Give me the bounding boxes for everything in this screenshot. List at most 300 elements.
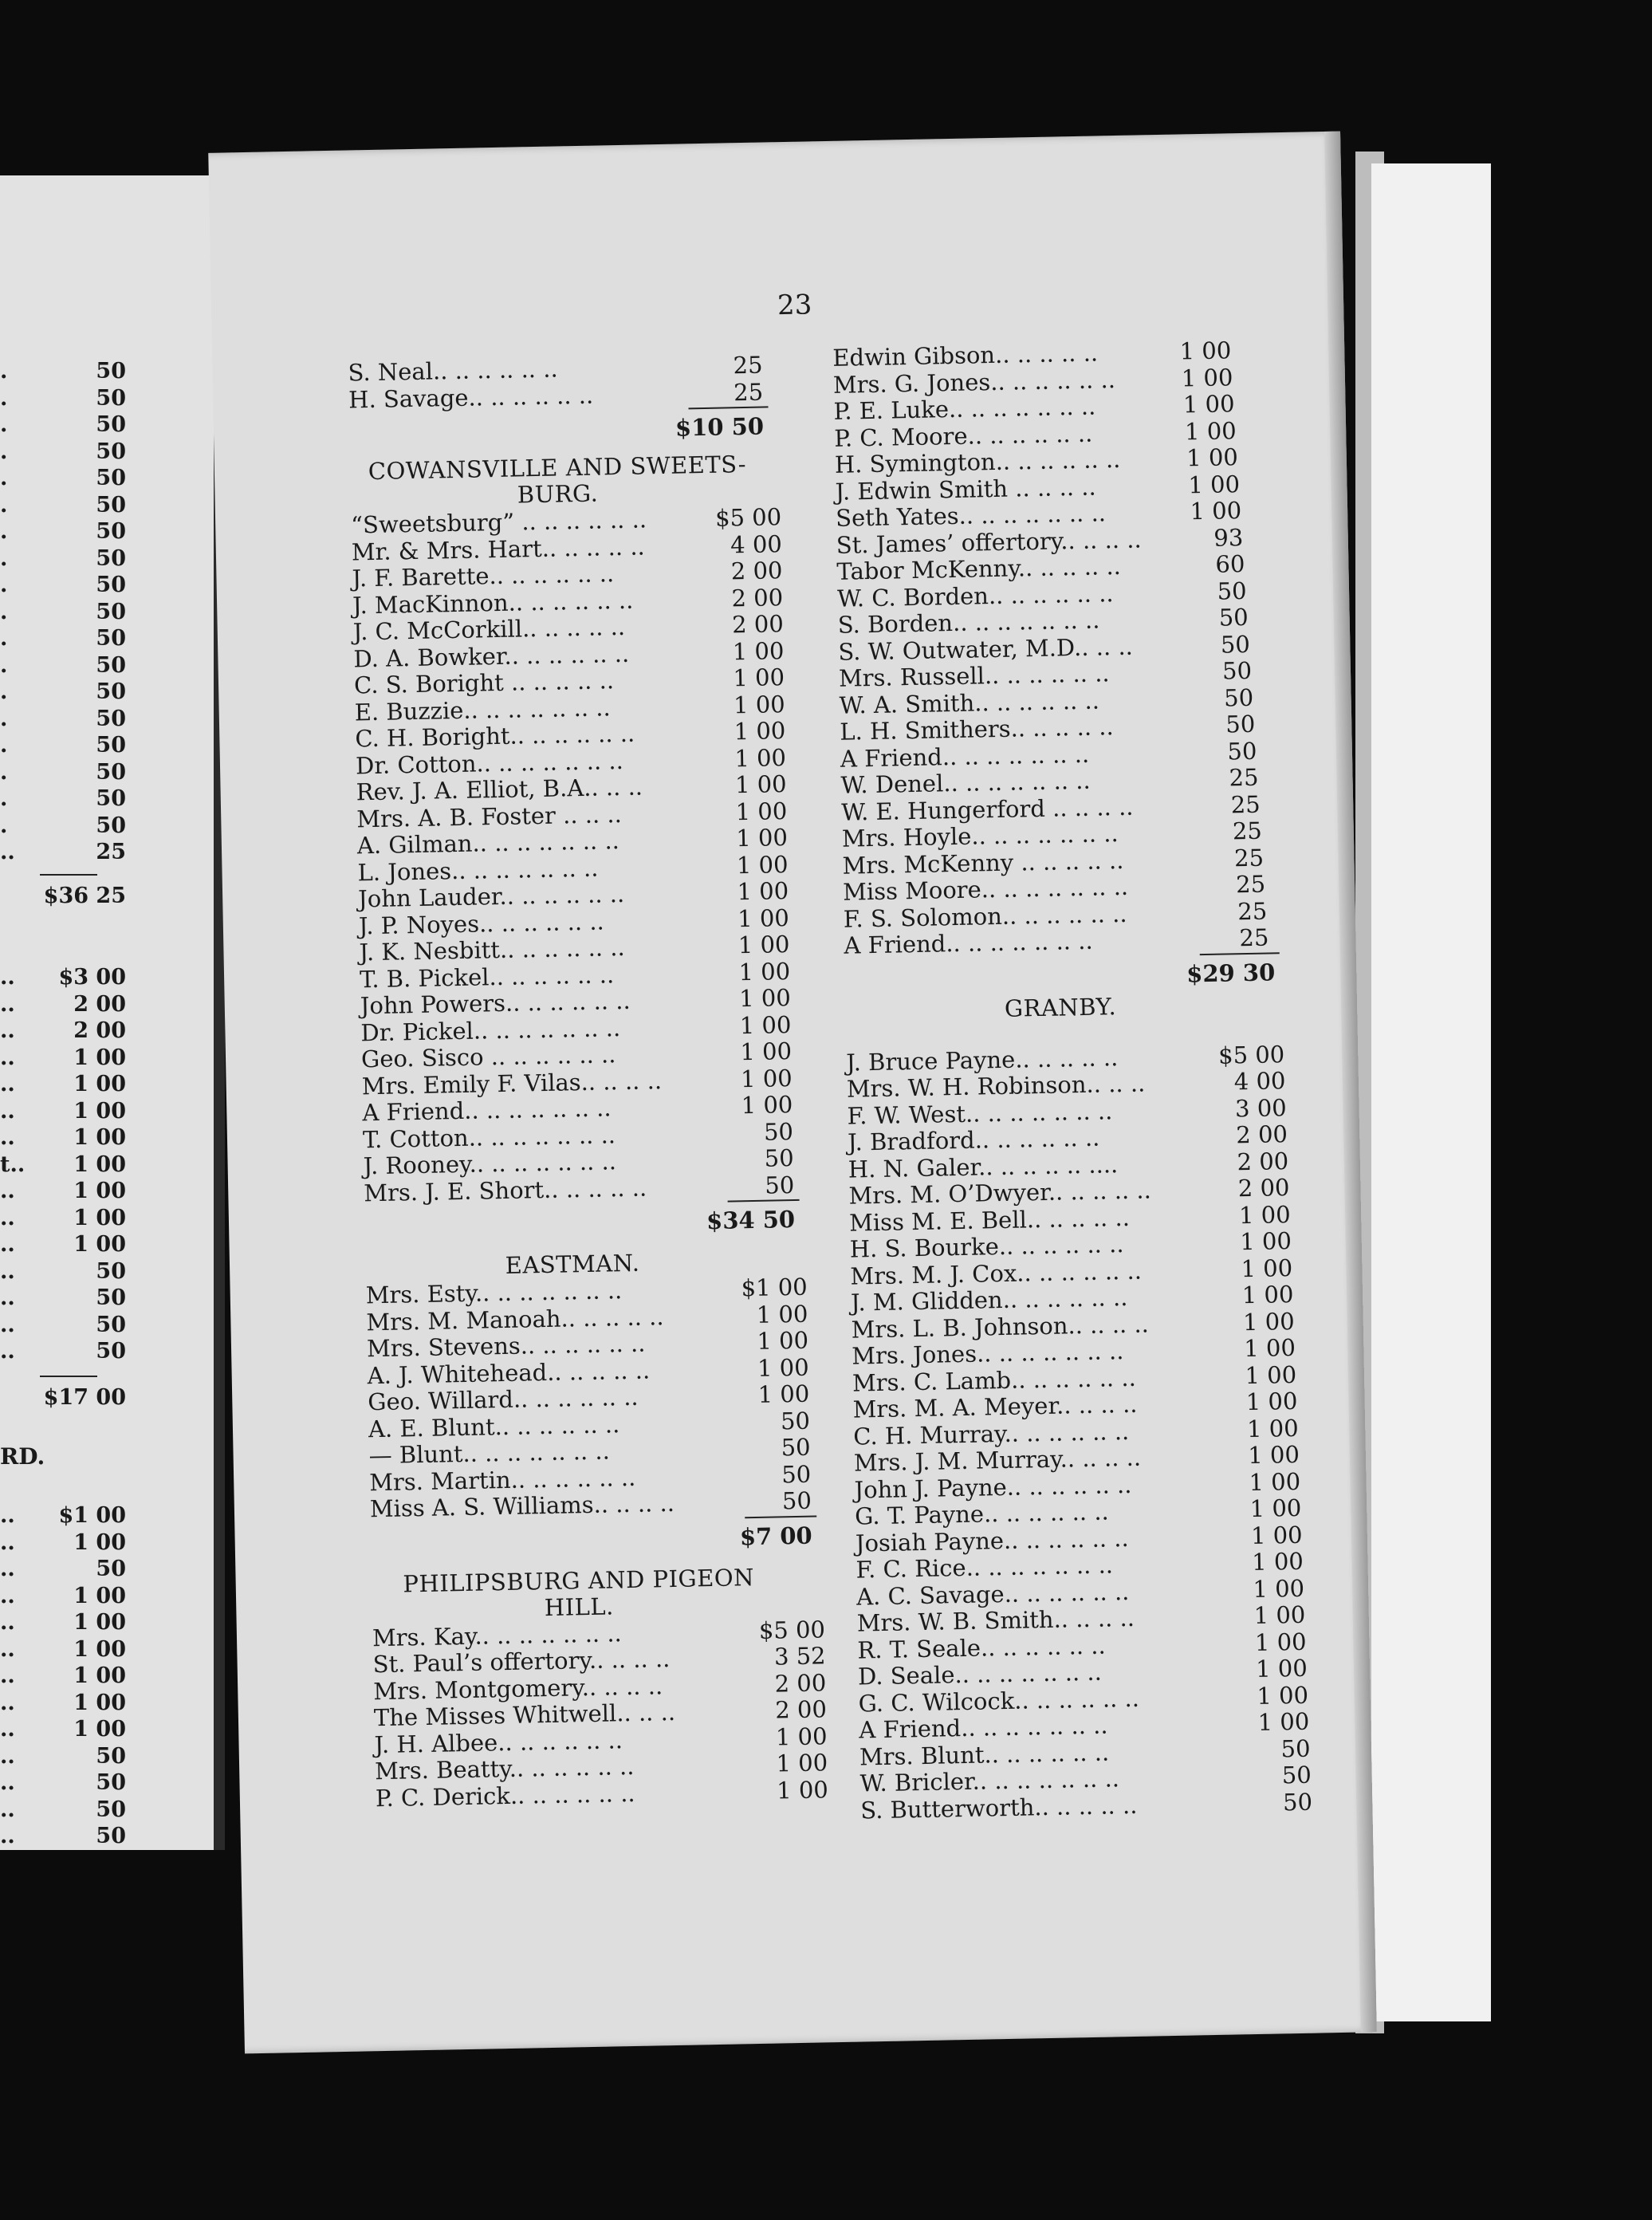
entry-amount: 2 00 [73, 991, 126, 1017]
entry-name: J. H. Albee.. .. .. .. .. .. [374, 1726, 623, 1758]
entry-name: L. H. Smithers.. .. .. .. .. [840, 713, 1114, 746]
entry-name: A. Gilman.. .. .. .. .. .. .. [356, 827, 620, 860]
entry-amount: 50 [96, 519, 126, 544]
entry-name: Mr. & Mrs. Hart.. .. .. .. .. [351, 532, 646, 565]
entry-name: Mrs. McKenny .. .. .. .. .. [842, 846, 1124, 880]
entry-name: . [0, 759, 8, 785]
entry-name: . [0, 786, 8, 811]
total-row [844, 951, 1276, 994]
entry-name: . [0, 599, 8, 624]
entry-amount: 2 00 [1237, 1147, 1289, 1175]
entry-name: .. [0, 1232, 15, 1257]
entry-name: . [0, 573, 8, 597]
entry-amount: 50 [780, 1407, 811, 1435]
entry-name: .. [0, 1018, 15, 1043]
list-item [0, 1125, 214, 1152]
entry-name: .. [0, 1717, 15, 1742]
list-item [0, 1232, 214, 1259]
entry-name: .. [0, 1179, 15, 1203]
list-item [0, 1503, 214, 1530]
section-heading: GRANBY. [1004, 992, 1117, 1022]
list-item [0, 1045, 214, 1073]
entry-amount: 2 00 [774, 1695, 828, 1724]
entry-amount: 1 00 [1241, 1280, 1294, 1309]
entry-name: F. C. Rice.. .. .. .. .. .. .. [856, 1551, 1114, 1584]
entry-amount: 1 00 [73, 1179, 126, 1203]
list-item [0, 760, 214, 787]
total-rule [1200, 952, 1280, 955]
entry-amount: 3 52 [773, 1642, 826, 1671]
entry-amount: 1 00 [73, 1098, 126, 1124]
section-heading: COWANSVILLE AND SWEETS- [368, 450, 747, 486]
entry-amount: 50 [1280, 1734, 1311, 1762]
entry-name: F. S. Solomon.. .. .. .. .. .. [843, 899, 1127, 933]
entry-name: — Blunt.. .. .. .. .. .. .. [368, 1437, 611, 1470]
list-item [0, 546, 214, 573]
entry-name: A Friend.. .. .. .. .. .. .. [840, 740, 1090, 773]
entry-amount: 1 00 [738, 957, 791, 986]
entry-amount: 1 00 [1179, 337, 1232, 365]
entry-amount: 50 [96, 412, 126, 437]
entry-amount: 50 [96, 1743, 126, 1769]
entry-amount: 93 [1213, 523, 1244, 552]
total-rule [40, 1376, 97, 1377]
entry-name: H. N. Galer.. .. .. .. .. .... [848, 1150, 1119, 1183]
entry-name: Mrs. J. E. Short.. .. .. .. .. [363, 1174, 647, 1206]
entry-name: .. [0, 1663, 15, 1688]
entry-name: . [0, 439, 8, 464]
entry-name: A Friend.. .. .. .. .. .. .. [362, 1094, 612, 1127]
entry-amount: 50 [96, 813, 126, 838]
entry-name: John Lauder.. .. .. .. .. .. [357, 880, 625, 913]
entry-name: Miss A. S. Williams.. .. .. .. [369, 1489, 675, 1523]
entry-name: Mrs. Jones.. .. .. .. .. .. .. [852, 1337, 1124, 1370]
total-rule [728, 1199, 800, 1202]
entry-amount: 50 [1227, 737, 1257, 765]
entry-amount: 50 [96, 599, 126, 624]
list-item [0, 679, 214, 707]
entry-amount: 2 00 [731, 583, 784, 612]
entry-name: J. Bruce Payne.. .. .. .. .. [845, 1043, 1119, 1077]
entry-name: .. [0, 1636, 15, 1662]
entry-name: . [0, 412, 8, 437]
entry-amount: 1 00 [1245, 1387, 1298, 1416]
entry-amount: 1 00 [734, 717, 786, 746]
entry-amount: 50 [764, 1143, 794, 1172]
entry-amount: 1 00 [738, 984, 792, 1013]
entry-name: W. A. Smith.. .. .. .. .. .. [839, 687, 1100, 719]
entry-amount: 1 00 [1188, 470, 1241, 498]
main-page [208, 132, 1377, 2054]
entry-amount: 50 [96, 545, 126, 571]
entry-amount: 3 00 [1234, 1093, 1287, 1122]
entry-name: Mrs. Russell.. .. .. .. .. .. [838, 659, 1110, 692]
entry-amount: 1 00 [757, 1353, 809, 1382]
entry-name: J. Rooney.. .. .. .. .. .. .. [363, 1147, 617, 1180]
entry-amount: 25 [1233, 844, 1265, 872]
section-heading: BURG. [517, 479, 599, 509]
entry-name: P. C. Derick.. .. .. .. .. .. [375, 1779, 635, 1812]
entry-amount: 50 [96, 1312, 126, 1337]
entry-name: .. [0, 1312, 15, 1337]
entry-amount: 1 00 [73, 1717, 126, 1742]
entry-amount: 50 [781, 1433, 811, 1462]
entry-amount: 1 00 [1238, 1200, 1291, 1229]
list-item [0, 359, 214, 386]
entry-name: . [0, 813, 8, 838]
entry-name: . [0, 545, 8, 571]
entry-amount: 1 00 [741, 1091, 793, 1120]
column-right [832, 337, 1313, 1824]
entry-amount: 50 [1223, 683, 1254, 712]
entry-name: The Misses Whitwell.. .. .. [373, 1698, 676, 1732]
entry-amount: 1 00 [1186, 443, 1239, 472]
list-item [0, 1691, 214, 1718]
entry-amount: 2 00 [774, 1668, 827, 1698]
entry-name: C. S. Boright .. .. .. .. .. [353, 667, 615, 699]
entry-amount: 2 00 [73, 1018, 126, 1043]
list-item [0, 992, 214, 1019]
entry-amount: 1 00 [1253, 1600, 1306, 1630]
entry-amount: 4 00 [730, 529, 783, 558]
list-item [0, 1744, 214, 1771]
entry-name: .. [0, 1824, 15, 1848]
list-item [0, 493, 214, 520]
entry-name: P. E. Luke.. .. .. .. .. .. .. [833, 392, 1096, 425]
entry-amount: 50 [96, 759, 126, 785]
list-item [0, 733, 214, 760]
entry-name: Mrs. M. Manoah.. .. .. .. .. [366, 1302, 664, 1336]
entry-amount: 1 00 [740, 1064, 793, 1092]
list-item [0, 786, 214, 813]
entry-name: .. [0, 1205, 15, 1230]
entry-name: . [0, 626, 8, 651]
entry-amount: 1 00 [73, 1529, 126, 1555]
total-amount: $7 00 [739, 1521, 812, 1550]
entry-amount: 50 [96, 786, 126, 811]
total-amount: $36 25 [43, 884, 126, 908]
entry-amount: 1 00 [73, 1583, 126, 1608]
entry-amount: 1 00 [73, 1610, 126, 1635]
entry-amount: 1 00 [734, 770, 787, 799]
entry-amount: 1 00 [73, 1690, 126, 1715]
entry-amount: 25 [1230, 790, 1261, 818]
entry-name: J. F. Barette.. .. .. .. .. .. [352, 560, 615, 592]
entry-name: . [0, 359, 8, 384]
entry-amount: $5 00 [1217, 1040, 1285, 1069]
entry-name: W. E. Hungerford .. .. .. .. [840, 793, 1134, 826]
entry-amount: 50 [1281, 1761, 1312, 1789]
entry-name: Miss M. E. Bell.. .. .. .. .. [848, 1203, 1131, 1237]
entry-name: .. [0, 1583, 15, 1608]
entry-name: Miss Moore.. .. .. .. .. .. .. [842, 872, 1129, 906]
list-item [0, 1557, 214, 1584]
list-item [0, 1179, 214, 1206]
entry-name: Mrs. Martin.. .. .. .. .. .. [368, 1463, 636, 1496]
list-item [0, 1797, 214, 1824]
total-row [349, 405, 765, 448]
entry-name: .. [0, 1285, 15, 1310]
entry-name: .. [0, 1125, 15, 1150]
entry-amount: 1 00 [73, 1636, 126, 1662]
entry-amount: 1 00 [73, 1663, 126, 1688]
entry-name: .. [0, 991, 15, 1017]
entry-name: Mrs. Esty.. .. .. .. .. .. .. [365, 1277, 623, 1309]
entry-name: St. James’ offertory.. .. .. .. [836, 525, 1142, 559]
list-item [0, 1584, 214, 1611]
entry-name: S. W. Outwater, M.D.. .. .. [838, 632, 1134, 666]
entry-name: .. [0, 1610, 15, 1635]
entry-amount: 50 [764, 1171, 795, 1199]
entry-amount: 25 [733, 378, 764, 406]
total-rule [40, 874, 97, 876]
entry-name: H. Symington.. .. .. .. .. .. [834, 445, 1121, 478]
list-item [0, 600, 214, 627]
entry-name: D. Seale.. .. .. .. .. .. .. [857, 1658, 1103, 1691]
entry-name: Mrs. M. A. Meyer.. .. .. .. [852, 1390, 1138, 1423]
list-item [0, 1717, 214, 1744]
entry-amount: 1 00 [737, 903, 790, 932]
entry-name: J. Bradford.. .. .. .. .. .. [847, 1124, 1100, 1156]
entry-name: S. Neal.. .. .. .. .. .. [348, 355, 558, 387]
entry-amount: 1 00 [1184, 416, 1237, 445]
list-item [0, 519, 214, 546]
entry-amount: 50 [96, 626, 126, 651]
entry-amount: 1 00 [733, 690, 785, 718]
entry-name: Mrs. Blunt.. .. .. .. .. .. [859, 1738, 1110, 1771]
entry-amount: 50 [96, 359, 126, 384]
entry-amount: 25 [1229, 763, 1259, 792]
entry-name: A. J. Whitehead.. .. .. .. .. [367, 1356, 651, 1389]
entry-amount: 1 00 [1245, 1360, 1297, 1389]
entry-name: Mrs. Emily F. Vilas.. .. .. .. [361, 1066, 663, 1100]
entry-name: .. [0, 1770, 15, 1795]
entry-name: . [0, 519, 8, 544]
entry-name: Josiah Payne.. .. .. .. .. .. [855, 1524, 1130, 1557]
entry-name: W. Denel.. .. .. .. .. .. .. [840, 766, 1091, 799]
list-item [0, 1099, 214, 1126]
entry-amount: 1 00 [1246, 1414, 1299, 1443]
entry-name: Mrs. M. O’Dwyer.. .. .. .. .. [848, 1176, 1152, 1210]
entry-name: Mrs. A. B. Foster .. .. .. [356, 800, 623, 832]
entry-name: Dr. Cotton.. .. .. .. .. .. .. [355, 746, 624, 779]
section-heading: HILL. [544, 1592, 615, 1621]
list-item [0, 1824, 214, 1850]
total-amount: $29 30 [1186, 958, 1276, 987]
list-item [0, 1637, 214, 1664]
entry-name: .. [0, 1529, 15, 1555]
entry-name: St. Paul’s offertory.. .. .. .. [372, 1645, 671, 1679]
entry-name: A. C. Savage.. .. .. .. .. .. [856, 1577, 1130, 1611]
list-item [0, 1530, 214, 1557]
entry-amount: 1 00 [73, 1125, 126, 1150]
entry-name: T. B. Pickel.. .. .. .. .. .. [359, 960, 615, 993]
list-item [0, 386, 214, 413]
entry-amount: 1 00 [740, 1037, 793, 1066]
entry-amount: 1 00 [1257, 1681, 1309, 1710]
entry-amount: 1 00 [1250, 1521, 1303, 1549]
entry-amount: 1 00 [73, 1205, 126, 1230]
entry-amount: 1 00 [1241, 1254, 1293, 1282]
entry-name: J. C. McCorkill.. .. .. .. .. [352, 612, 626, 646]
entry-amount: 1 00 [775, 1722, 828, 1751]
entry-amount: 1 00 [1190, 497, 1242, 525]
list-item [0, 965, 214, 992]
entry-amount: 1 00 [1255, 1654, 1308, 1683]
entry-name: Mrs. Montgomery.. .. .. .. [372, 1671, 663, 1705]
total-amount: $34 50 [706, 1205, 796, 1235]
entry-amount: 50 [96, 1824, 126, 1848]
list-item [0, 813, 214, 840]
entry-name: Mrs. L. B. Johnson.. .. .. .. [851, 1309, 1150, 1344]
list-item [0, 1770, 214, 1797]
entry-amount: 1 00 [757, 1326, 809, 1355]
entry-amount: 50 [1282, 1788, 1313, 1816]
total-row [370, 1514, 812, 1557]
entry-name: . [0, 466, 8, 490]
entry-name: Mrs. M. J. Cox.. .. .. .. .. .. [850, 1257, 1143, 1290]
column-left [348, 351, 829, 1812]
entry-name: C. H. Murray.. .. .. .. .. .. [852, 1417, 1130, 1450]
entry-name: .. [0, 1557, 15, 1581]
entry-amount: 60 [1215, 549, 1245, 578]
entry-name: A Friend.. .. .. .. .. .. .. [844, 927, 1093, 959]
list-item [0, 466, 214, 493]
entry-amount: 1 00 [735, 797, 788, 825]
entry-amount: 1 00 [1257, 1707, 1310, 1736]
entry-name: .. [0, 1339, 15, 1364]
total-amount: $10 50 [675, 412, 765, 442]
entry-name: J. Edwin Smith .. .. .. .. [835, 473, 1096, 506]
entry-name: A Friend.. .. .. .. .. .. .. [859, 1711, 1108, 1744]
entry-name: E. Buzzie.. .. .. .. .. .. .. [354, 693, 611, 726]
entry-amount: 50 [96, 1770, 126, 1795]
entry-amount: 2 00 [1236, 1120, 1288, 1149]
entry-amount: $1 00 [741, 1273, 808, 1302]
entry-name: “Sweetsburg” .. .. .. .. .. .. [350, 506, 647, 539]
entry-name: T. Cotton.. .. .. .. .. .. .. [362, 1120, 616, 1153]
entry-name: John J. Payne.. .. .. .. .. .. [854, 1470, 1132, 1504]
entry-name: .. [0, 1690, 15, 1715]
list-item [0, 1313, 214, 1340]
entry-amount: 50 [763, 1117, 794, 1146]
entry-amount: 1 00 [73, 1232, 126, 1257]
entry-amount: $5 00 [714, 503, 782, 532]
entry-amount: 1 00 [1249, 1467, 1301, 1496]
entry-amount: 50 [1217, 577, 1247, 605]
entry-name: .. [0, 1797, 15, 1822]
entry-amount: 1 00 [1247, 1440, 1300, 1470]
entry-amount: $5 00 [758, 1615, 826, 1644]
entry-amount: 25 [1232, 817, 1263, 845]
entry-name: Seth Yates.. .. .. .. .. .. .. [835, 499, 1107, 532]
entry-name: John Powers.. .. .. .. .. .. [360, 986, 631, 1020]
section-heading: RD. [0, 1443, 45, 1470]
entry-amount: 1 00 [736, 850, 789, 879]
entry-name: . [0, 492, 8, 518]
entry-amount: 50 [96, 439, 126, 464]
entry-name: P. C. Moore.. .. .. .. .. .. [833, 419, 1093, 452]
page-number: 23 [777, 289, 812, 322]
entry-name: t.. [0, 1151, 26, 1177]
entry-name: Dr. Pickel.. .. .. .. .. .. .. [360, 1014, 621, 1046]
entry-amount: 50 [1221, 656, 1253, 685]
entry-name: J. P. Noyes.. .. .. .. .. .. [358, 907, 605, 939]
total-amount: $17 00 [43, 1385, 126, 1410]
entry-amount: 50 [96, 1339, 126, 1364]
entry-amount: 1 00 [734, 743, 787, 772]
total-rule [688, 406, 768, 409]
entry-name: .. [0, 965, 15, 990]
entry-name: R. T. Seale.. .. .. .. .. .. [857, 1632, 1106, 1664]
entry-name: Geo. Willard.. .. .. .. .. .. [368, 1383, 639, 1416]
entry-amount: 1 00 [735, 824, 789, 852]
entry-amount: 50 [1225, 710, 1256, 738]
entry-amount: 1 00 [737, 877, 789, 906]
entry-name: S. Borden.. .. .. .. .. .. .. [837, 606, 1100, 639]
total-row [364, 1198, 796, 1241]
entry-amount: $3 00 [58, 965, 126, 990]
entry-name: Mrs. J. M. Murray.. .. .. .. [853, 1443, 1142, 1477]
entry-name: G. C. Wilcock.. .. .. .. .. .. [858, 1684, 1140, 1718]
total-rule [745, 1515, 816, 1518]
entry-name: Mrs. Kay.. .. .. .. .. .. .. [372, 1619, 623, 1651]
list-item [0, 1072, 214, 1099]
entry-name: .. [0, 1045, 15, 1070]
entry-amount: 1 00 [1249, 1494, 1302, 1523]
entry-name: . [0, 652, 8, 678]
entry-amount: 50 [781, 1486, 812, 1515]
entry-name: J. M. Glidden.. .. .. .. .. .. [850, 1283, 1128, 1317]
entry-amount: 50 [96, 385, 126, 411]
list-item [0, 1339, 214, 1366]
entry-amount: $1 00 [58, 1503, 126, 1528]
entry-name: Edwin Gibson.. .. .. .. .. [832, 339, 1099, 372]
entry-amount: 1 00 [756, 1300, 808, 1328]
entry-amount: 1 00 [1242, 1307, 1295, 1336]
entry-amount: 50 [96, 733, 126, 758]
list-item [0, 573, 214, 600]
entry-name: D. A. Bowker.. .. .. .. .. .. [353, 640, 630, 672]
entry-name: G. T. Payne.. .. .. .. .. .. [854, 1498, 1110, 1530]
entry-amount: 50 [96, 706, 126, 731]
entry-name: .. [0, 1743, 15, 1769]
entry-name: H. Savage.. .. .. .. .. .. [348, 381, 594, 414]
entry-name: L. Jones.. .. .. .. .. .. .. [357, 854, 599, 886]
entry-amount: 50 [96, 466, 126, 490]
list-item [0, 1018, 214, 1045]
entry-amount: 1 00 [1182, 390, 1235, 419]
entry-name: Rev. J. A. Elliot, B.A.. .. .. [356, 773, 643, 806]
entry-name: Mrs. W. H. Robinson.. .. .. [846, 1069, 1146, 1103]
entry-amount: 1 00 [733, 663, 785, 692]
entry-amount: 1 00 [1239, 1227, 1292, 1256]
entry-amount: 50 [1220, 630, 1251, 659]
entry-amount: 50 [96, 573, 126, 597]
entry-amount: 50 [96, 1797, 126, 1822]
entry-name: . [0, 706, 8, 731]
entry-name: Tabor McKenny.. .. .. .. .. [836, 552, 1122, 585]
entry-name: .. [0, 1098, 15, 1124]
entry-amount: 50 [96, 652, 126, 678]
list-item [0, 1259, 214, 1286]
entry-name: Mrs. G. Jones.. .. .. .. .. .. [832, 365, 1116, 399]
list-item [0, 1206, 214, 1233]
list-item [0, 1285, 214, 1313]
entry-amount: 1 00 [1253, 1574, 1305, 1603]
entry-amount: 4 00 [1233, 1067, 1286, 1096]
list-item [0, 412, 214, 439]
